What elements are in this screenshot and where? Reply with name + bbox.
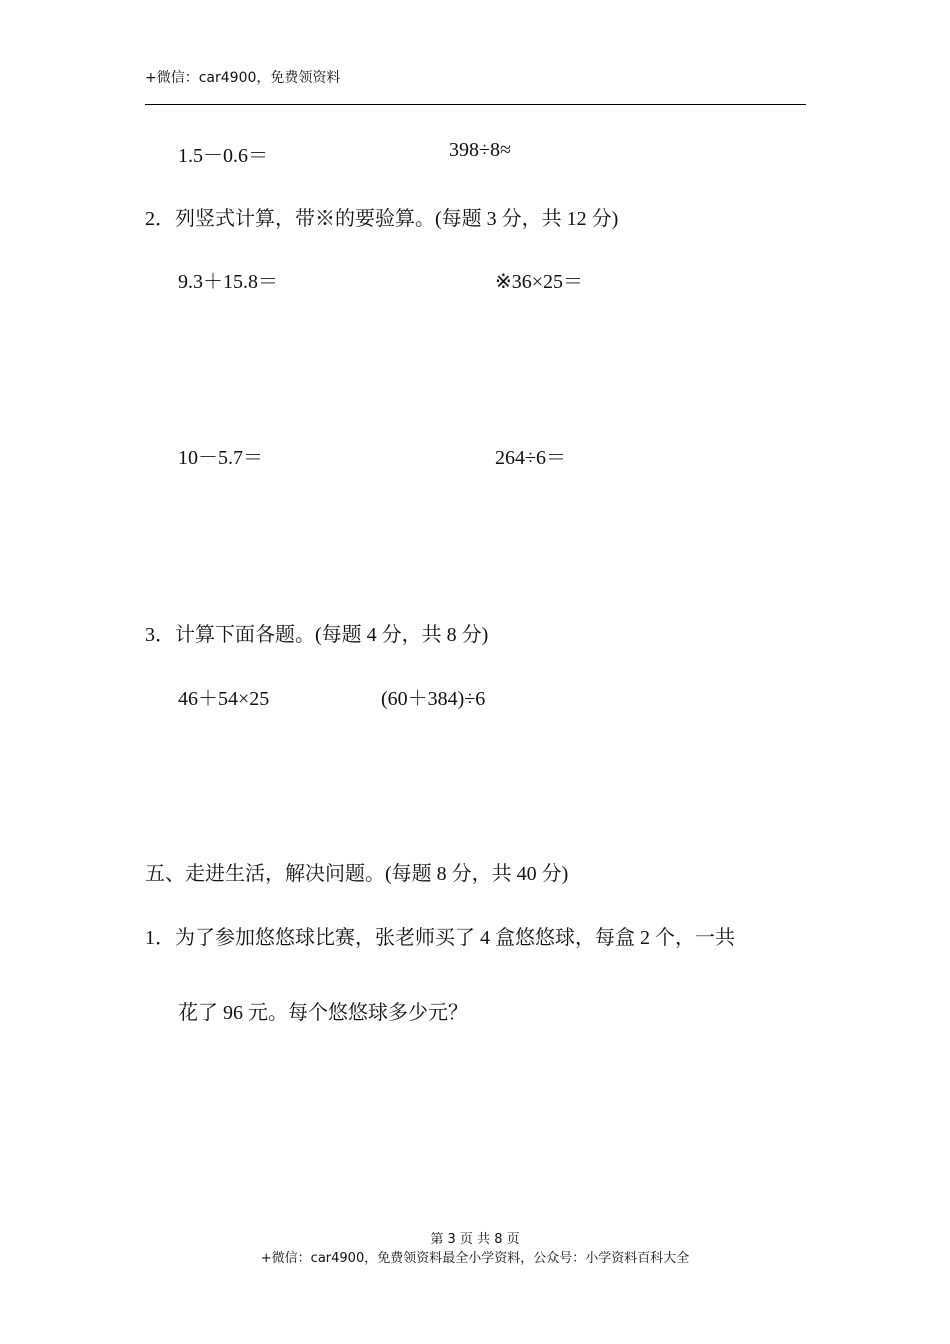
calc-264-div-6: 264÷6＝ — [495, 447, 566, 469]
question-3-title: 3．计算下面各题。(每题 4 分，共 8 分) — [145, 624, 489, 646]
problem-1-line-2: 花了 96 元。每个悠悠球多少元？ — [178, 1002, 468, 1024]
calc-9-3-plus-15-8: 9.3＋15.8＝ — [178, 271, 278, 293]
calc-10-minus-5-7: 10－5.7＝ — [178, 447, 263, 469]
calc-60-plus-384-div-6: (60＋384)÷6 — [381, 688, 486, 710]
calc-398-div-8: 398÷8≈ — [449, 139, 511, 161]
footer-note: +微信：car4900，免费领资料最全小学资料，公众号：小学资料百科大全 — [260, 1251, 690, 1266]
header-rule — [145, 104, 806, 105]
problem-1-line-1: 1．为了参加悠悠球比赛，张老师买了 4 盒悠悠球，每盒 2 个，一共 — [145, 927, 735, 949]
calc-36-times-25: ※36×25＝ — [495, 271, 584, 293]
calc-1-5-minus-0-6: 1.5－0.6＝ — [178, 145, 268, 167]
page-number: 第 3 页 共 8 页 — [430, 1232, 520, 1247]
calc-46-plus-54-times-25: 46＋54×25 — [178, 688, 270, 710]
header-note: +微信：car4900，免费领资料 — [145, 70, 341, 86]
section-5-title: 五、走进生活，解决问题。(每题 8 分，共 40 分) — [145, 863, 569, 885]
question-2-title: 2．列竖式计算，带※的要验算。(每题 3 分，共 12 分) — [145, 208, 619, 230]
